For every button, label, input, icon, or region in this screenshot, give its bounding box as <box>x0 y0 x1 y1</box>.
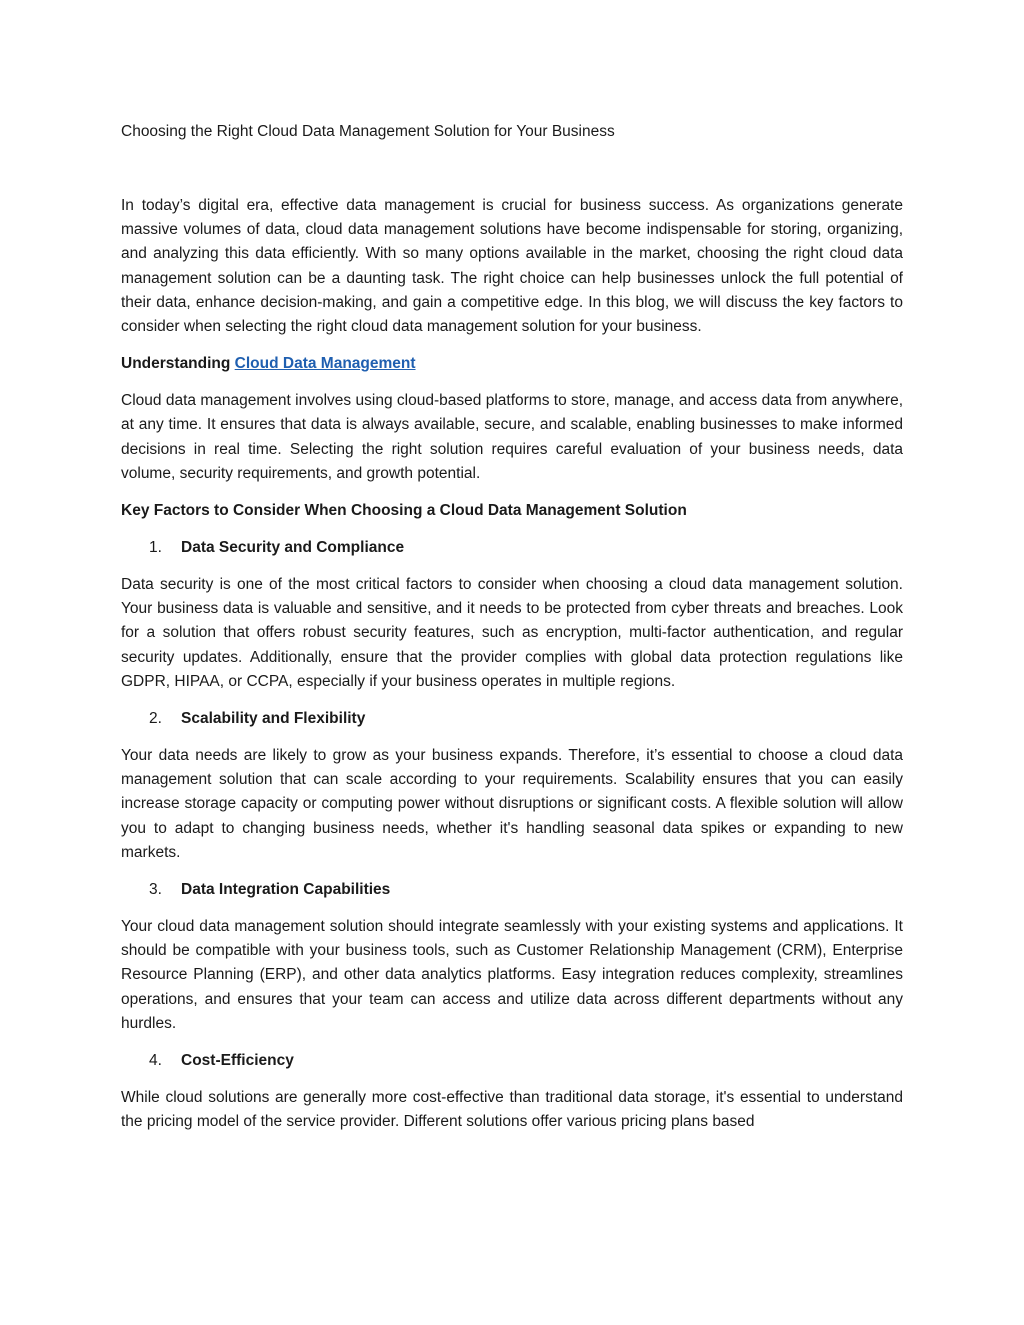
factor-heading-1 <box>121 536 903 560</box>
key-factors-heading: Key Factors to Consider When Choosing a Cloud Data Management Solution <box>121 502 687 520</box>
factor-number-3: 3. <box>149 881 162 899</box>
factor-number-1: 1. <box>149 539 162 557</box>
factor-title-4: Cost-Efficiency <box>181 1052 294 1070</box>
factor-title-2: Scalability and Flexibility <box>181 710 366 728</box>
intro-paragraph: In today’s digital era, effective data management is crucial for business success. As organizations generate massive volumes of data, cloud data management solutions have become indispensable for storing, organizing, and analyzing this data efficiently. With so many options available in the market, choosing the right cloud data management solution can be a daunting task. The right choice can help businesses unlock the full potential of their data, enhance decision-making, and gain a competitive edge. In this blog, we will discuss the key factors to consider when selecting the right cloud data management solution for your business. <box>121 197 903 336</box>
cloud-data-management-link[interactable]: Cloud Data Management <box>234 355 416 373</box>
understanding-paragraph: Cloud data management involves using cloud-based platforms to store, manage, and access data from anywhere, at any time. It ensures that data is always available, secure, and scalable, enabling businesses to make informed decisions in real time. Selecting the right solution requires careful evaluation of your business needs, data volume, security requirements, and growth potential. <box>121 392 903 482</box>
factor-number-2: 2. <box>149 710 162 728</box>
factor-body-2: Your data needs are likely to grow as your business expands. Therefore, it’s essential to choose a cloud data management solution that can scale according to your requirements. Scalability ensures that you can easily increase storage capacity or computing power without disruptions or significant costs. A flexible solution will allow you to adapt to changing business needs, whether it's handling seasonal data spikes or expanding to new markets. <box>121 747 903 861</box>
factor-heading-4 <box>121 1049 903 1073</box>
understanding-heading <box>121 352 903 376</box>
document-page <box>121 120 903 1147</box>
factor-body-3: Your cloud data management solution should integrate seamlessly with your existing systems and applications. It should be compatible with your business tools, such as Customer Relationship Management (CRM), Enterprise Resource Planning (ERP), and other data analytics platforms. Easy integration reduces complexity, streamlines operations, and ensures that your team can access and utilize data across different departments without any hurdles. <box>121 918 903 1032</box>
factor-number-4: 4. <box>149 1052 162 1070</box>
factor-heading-2 <box>121 707 903 731</box>
understanding-heading-prefix: Understanding <box>121 355 235 373</box>
document-title: Choosing the Right Cloud Data Management Solution for Your Business <box>121 123 615 140</box>
factor-heading-3 <box>121 878 903 902</box>
factor-title-1: Data Security and Compliance <box>181 539 405 557</box>
factor-body-1: Data security is one of the most critical factors to consider when choosing a cloud data management solution. Your business data is valuable and sensitive, and it needs to be protected from cyber threats and breaches. Look for a solution that offers robust security features, such as encryption, multi-factor authentication, and regular security updates. Additionally, ensure that the provider complies with global data protection regulations like GDPR, HIPAA, or CCPA, especially if your business operates in multiple regions. <box>121 576 903 690</box>
factor-title-3: Data Integration Capabilities <box>181 881 391 899</box>
factor-body-4: While cloud solutions are generally more cost-effective than traditional data storage, it's essential to understand the pricing model of the service provider. Different solutions offer various pricing plans based <box>121 1089 903 1131</box>
